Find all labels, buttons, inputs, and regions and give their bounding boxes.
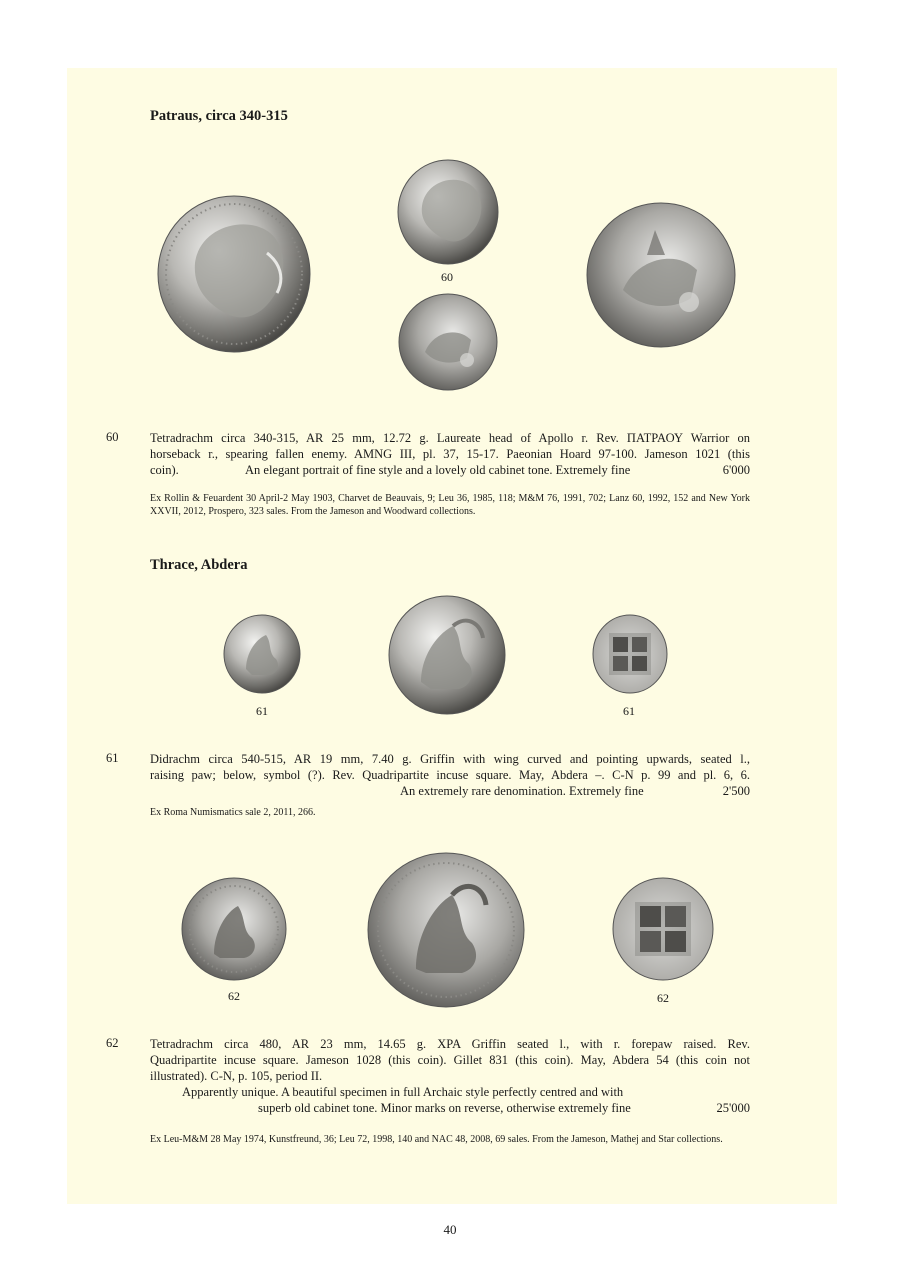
description-line-grade xyxy=(150,783,750,799)
coin-label: 60 xyxy=(441,270,453,284)
lot-estimate: 6'000 xyxy=(722,463,750,477)
page-number: 40 xyxy=(443,1222,457,1237)
coin-62-obverse-large xyxy=(366,851,526,1009)
description-line: Tetradrachm circa 340-315, AR 25 mm, 12.72 g. Laureate head of Apollo r. Rev. ΠΑΤΡΑΟΥ Warrior on xyxy=(150,431,750,445)
coin-62-obverse-small xyxy=(180,876,288,982)
coin-60-obverse-large xyxy=(155,193,313,355)
lot-grade: An extremely rare denomination. Extremely fine xyxy=(400,784,644,798)
description-line: coin). xyxy=(150,463,179,477)
section-heading-thrace-abdera: Thrace, Abdera xyxy=(150,557,248,573)
lot-number: 61 xyxy=(106,751,119,765)
coin-label: 61 xyxy=(256,704,268,718)
lot-provenance: Ex Rollin & Feuardent 30 April-2 May 1903, Charvet de Beauvais, 9; Leu 36, 1985, 118; M&M 76, 1991, 702; Lanz 60, 1992, 152 and New York XXVII, 2012, Prospero, 323 sales. From the Jameson and Woodward collections. xyxy=(150,493,750,517)
lot-number: 60 xyxy=(106,430,119,444)
coin-label: 62 xyxy=(657,991,669,1005)
description-line: Didrachm circa 540-515, AR 19 mm, 7.40 g. Griffin with wing curved and pointing upwards, seated l., xyxy=(150,752,750,766)
coin-61-obverse-small xyxy=(222,613,302,695)
coin-60-reverse-large xyxy=(585,200,737,350)
coin-61-obverse-large xyxy=(387,594,507,716)
coin-label: 61 xyxy=(623,704,635,718)
coin-61-reverse xyxy=(591,613,669,695)
section-heading-patraus: Patraus, circa 340-315 xyxy=(150,108,288,124)
lot-grade: An elegant portrait of fine style and a lovely old cabinet tone. Extremely fine xyxy=(245,463,631,477)
lot-description xyxy=(150,751,750,799)
coin-62-reverse xyxy=(611,876,715,982)
lot-grade: Apparently unique. A beautiful specimen in full Archaic style perfectly centred and with xyxy=(182,1085,624,1099)
description-line: raising paw; below, symbol (?). Rev. Quadripartite incuse square. May, Abdera –. C-N p. 99 and pl. 6, 6. xyxy=(150,768,750,782)
grade-line xyxy=(150,1100,750,1116)
description-line: Tetradrachm circa 480, AR 23 mm, 14.65 g. ΧΡΑ Griffin seated l., with r. forepaw raised. Rev. xyxy=(150,1037,750,1051)
description-line: illustrated). C-N, p. 105, period II. xyxy=(150,1069,323,1083)
lot-grade: superb old cabinet tone. Minor marks on reverse, otherwise extremely fine xyxy=(258,1101,631,1115)
description-line-grade xyxy=(150,462,750,478)
description-line: Quadripartite incuse square. Jameson 1028 (this coin). Gillet 831 (this coin). May, Abdera 54 (this coin not xyxy=(150,1053,750,1067)
lot-number: 62 xyxy=(106,1036,119,1050)
coin-60-obverse-small xyxy=(396,158,500,266)
coin-60-reverse-small xyxy=(397,292,499,392)
lot-estimate: 2'500 xyxy=(722,784,750,798)
lot-estimate: 25'000 xyxy=(716,1101,750,1115)
grade-line xyxy=(150,1084,750,1100)
lot-description xyxy=(150,1036,750,1116)
description-line: horseback r., spearing fallen enemy. AMNG III, pl. 37, 15-17. Paeonian Hoard 97-100. Jameson 1021 (this xyxy=(150,447,750,461)
coin-label: 62 xyxy=(228,989,240,1003)
lot-provenance: Ex Roma Numismatics sale 2, 2011, 266. xyxy=(150,807,316,818)
lot-description xyxy=(150,430,750,478)
lot-provenance: Ex Leu-M&M 28 May 1974, Kunstfreund, 36; Leu 72, 1998, 140 and NAC 48, 2008, 69 sales. From the Jameson, Mathej and Star collections. xyxy=(150,1134,723,1145)
